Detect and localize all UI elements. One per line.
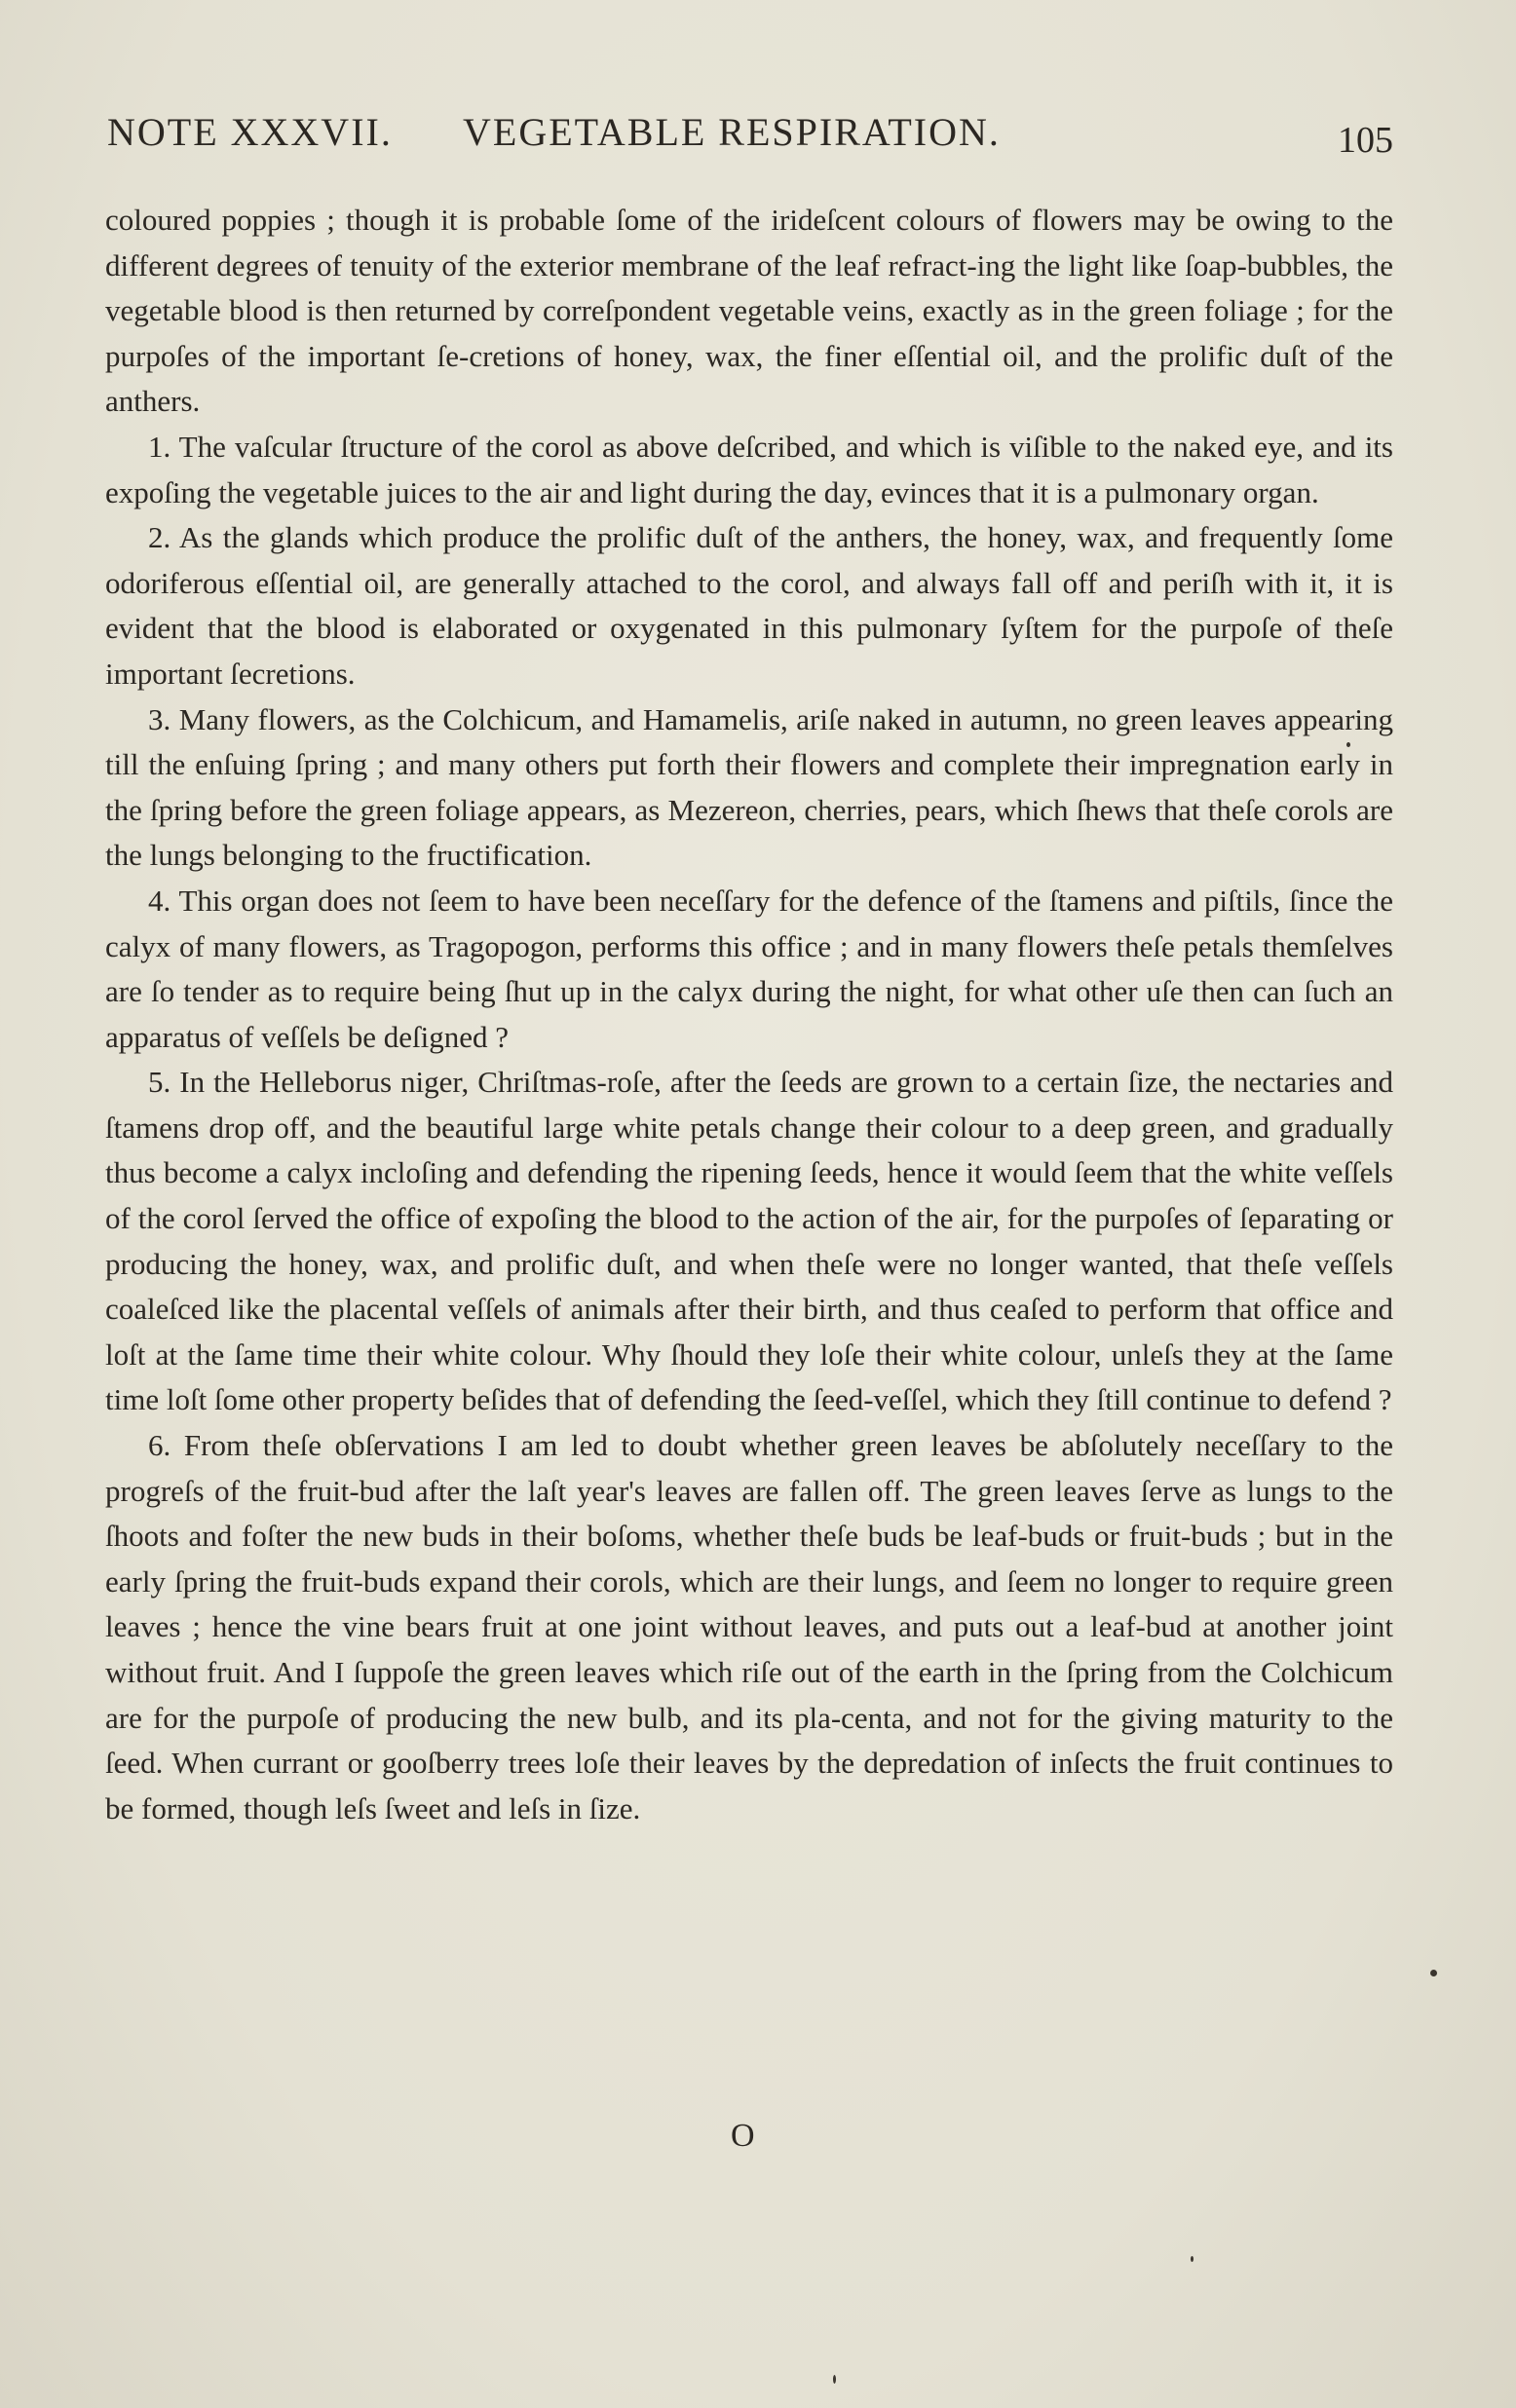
signature-mark: O — [731, 2118, 755, 2154]
speck — [1430, 1970, 1437, 1976]
paragraph-1: 1. The vaſcular ſtructure of the corol as above deſcribed, and which is viſible to the naked eye, and its expoſing the vegetable juices to the air and light during the day, evinces that it is a pulmonary organ. — [105, 429, 1393, 509]
paragraph-5: 5. In the Helleborus niger, Chriſtmas-roſe, after the ſeeds are grown to a certain ſize, the nectaries and ſtamens drop off, and the beautiful large white petals change their colour to a deep green, and gradually thus become a calyx incloſing and defending the ripening ſeeds, hence it would ſeem that the white veſſels of the corol ſerved the office of expoſing the blood to the action of the air, for the purpoſes of ſeparating or producing the honey, wax, and prolific duſt, and when theſe were no longer wanted, that theſe veſſels coaleſced like the placental veſſels of animals after their birth, and thus ceaſed to perform that office and loſt at the ſame time their white colour. Why ſhould they loſe their white colour, unleſs they at the ſame time loſt ſome other property beſides that of defending the ſeed-veſſel, which they ſtill continue to defend ? — [105, 1065, 1393, 1417]
speck — [1191, 2256, 1194, 2262]
speck — [833, 2375, 836, 2384]
speck — [1346, 742, 1350, 747]
paragraph-3: 3. Many flowers, as the Colchicum, and Hamamelis, ariſe naked in autumn, no green leaves appearing till the enſuing ſpring ; and many others put forth their flowers and complete their impregnation early in the ſpring before the green foliage appears, as Mezereon, cherries, pears, which ſhews that theſe corols are the lungs belonging to the fructification. — [105, 701, 1393, 873]
body-text — [105, 198, 1393, 1831]
paragraph-6: 6. From theſe obſervations I am led to doubt whether green leaves be abſolutely neceſſary to the progreſs of the fruit-bud after the laſt year's leaves are fallen off. The green leaves ſerve as lungs to the ſhoots and foſter the new buds in their boſoms, whether theſe buds be leaf-buds or fruit-buds ; but in the early ſpring the fruit-buds expand their corols, which are their lungs, and ſeem no longer to require green leaves ; hence the vine bears fruit at one joint without leaves, and puts out a leaf-bud at another joint without fruit. And I ſuppoſe the green leaves which riſe out of the earth in the ſpring from the Colchicum are for the purpoſe of producing the new bulb, and its pla-centa, and not for the giving maturity to the ſeed. When currant or gooſberry trees loſe their leaves by the depredation of inſects the fruit continues to be formed, though leſs ſweet and leſs in ſize. — [105, 1428, 1393, 1825]
note-label: NOTE XXXVII. — [107, 110, 393, 154]
paragraph-4: 4. This organ does not ſeem to have been neceſſary for the defence of the ſtamens and piſtils, ſince the calyx of many flowers, as Tragopogon, performs this office ; and in many flowers theſe petals themſelves are ſo tender as to require being ſhut up in the calyx during the night, for what other uſe then can ſuch an apparatus of veſſels be deſigned ? — [105, 883, 1393, 1054]
page-number: 105 — [1338, 120, 1393, 161]
paragraph-continued: coloured poppies ; though it is probable ſome of the irideſcent colours of flowers may be owing to the different degrees of tenuity of the exterior membrane of the leaf refract-ing the light like ſoap-bubbles, the vegetable blood is then returned by correſpondent vegetable veins, exactly as in the green foliage ; for the purpoſes of the important ſe-cretions of honey, wax, the finer eſſential oil, and the prolific duſt of the anthers. — [105, 203, 1393, 419]
chapter-title: VEGETABLE RESPIRATION. — [463, 110, 1001, 154]
paragraph-2: 2. As the glands which produce the prolific duſt of the anthers, the honey, wax, and frequently ſome odoriferous eſſential oil, are generally attached to the corol, and always fall off and periſh with it, it is evident that the blood is elaborated or oxygenated in this pulmonary ſyſtem for the purpoſe of theſe important ſecretions. — [105, 520, 1393, 691]
running-header — [107, 109, 1393, 168]
